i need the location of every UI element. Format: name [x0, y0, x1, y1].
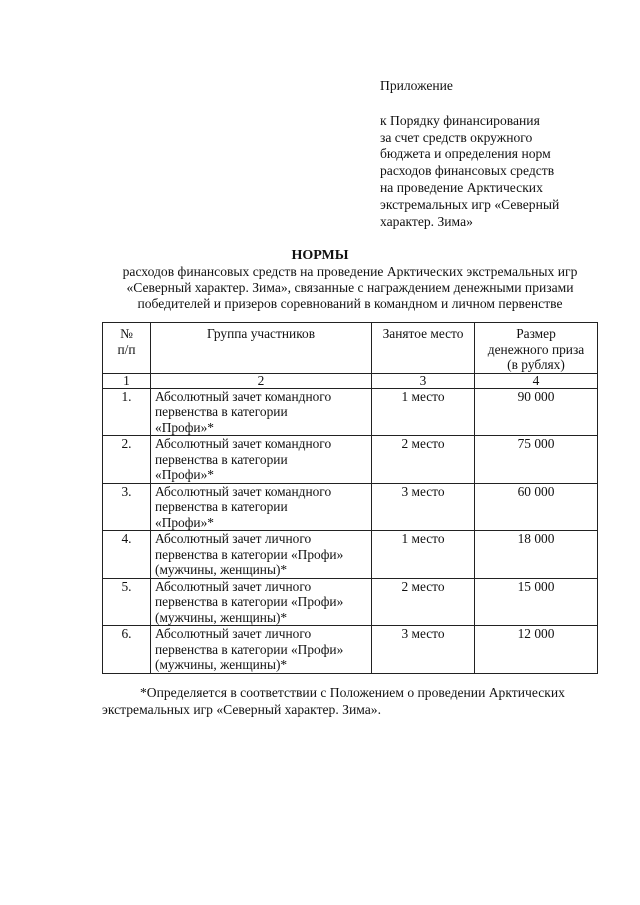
row-group-line: «Профи»* [155, 467, 214, 482]
row-group-line: Абсолютный зачет личного [155, 531, 312, 546]
table-row [103, 436, 598, 484]
row-group-line: первенства в категории [155, 499, 288, 514]
row-prize: 90 000 [475, 388, 598, 436]
appendix-line: за счет средств окружного [380, 129, 533, 145]
appendix-line: бюджета и определения норм [380, 146, 551, 162]
row-group [151, 436, 372, 484]
index-cell: 3 [372, 373, 475, 388]
table-row [103, 626, 598, 674]
row-group [151, 483, 372, 531]
norms-table [102, 322, 598, 674]
index-cell: 2 [151, 373, 372, 388]
header-num-line: № [120, 326, 133, 341]
document-subtitle [90, 264, 610, 312]
header-num [103, 323, 151, 374]
row-group [151, 578, 372, 626]
table-row [103, 578, 598, 626]
header-prize-line: (в рублях) [507, 357, 565, 372]
header-prize-line: денежного приза [487, 341, 585, 357]
subtitle-line: расходов финансовых средств на проведение Арктических экстремальных игр [122, 264, 578, 279]
footnote-line: экстремальных игр «Северный характер. Зима». [102, 702, 381, 717]
row-prize: 12 000 [475, 626, 598, 674]
row-group-line: первенства в категории [155, 451, 288, 467]
footnote-line: *Определяется в соответствии с Положением о проведении Арктических [140, 685, 565, 700]
header-prize-line: Размер [516, 326, 556, 341]
table-row [103, 531, 598, 579]
row-group-line: Абсолютный зачет личного [155, 578, 312, 594]
row-prize: 60 000 [475, 483, 598, 531]
row-group-line: первенства в категории «Профи» [155, 594, 344, 609]
row-group-line: Абсолютный зачет командного [155, 388, 332, 404]
row-group-line: Абсолютный зачет командного [155, 436, 332, 451]
appendix-line: на проведение Арктических [380, 179, 543, 195]
row-number: 6. [103, 626, 151, 674]
subtitle-line: «Северный характер. Зима», связанные с награждением денежными призами [126, 280, 574, 295]
row-number: 4. [103, 531, 151, 579]
row-prize: 18 000 [475, 531, 598, 579]
row-group-line: первенства в категории «Профи» [155, 546, 344, 562]
row-place: 2 место [372, 436, 475, 484]
row-group-line: первенства в категории «Профи» [155, 641, 344, 657]
row-place: 1 место [372, 388, 475, 436]
row-group-line: «Профи»* [155, 514, 214, 530]
row-place: 3 место [372, 626, 475, 674]
appendix-line: к Порядку финансирования [380, 112, 540, 128]
row-group-line: первенства в категории [155, 404, 288, 419]
index-cell: 4 [475, 373, 598, 388]
appendix-line: экстремальных игр «Северный [380, 196, 560, 212]
index-cell: 1 [103, 373, 151, 388]
appendix-line: расходов финансовых средств [380, 163, 555, 179]
row-place: 1 место [372, 531, 475, 579]
row-prize: 75 000 [475, 436, 598, 484]
footnote [102, 684, 602, 718]
appendix-line: характер. Зима» [380, 213, 473, 229]
row-group-line: (мужчины, женщины)* [155, 562, 288, 577]
row-group [151, 388, 372, 436]
row-group-line: (мужчины, женщины)* [155, 657, 288, 672]
row-group-line: (мужчины, женщины)* [155, 609, 288, 625]
row-place: 3 место [372, 483, 475, 531]
row-number: 5. [103, 578, 151, 626]
row-group-line: Абсолютный зачет командного [155, 483, 332, 499]
row-group-line: Абсолютный зачет личного [155, 626, 312, 641]
row-group [151, 531, 372, 579]
header-group: Группа участников [151, 323, 372, 374]
row-number: 2. [103, 436, 151, 484]
appendix-block [380, 78, 559, 230]
row-number: 1. [103, 388, 151, 436]
table-row [103, 388, 598, 436]
header-place: Занятое место [372, 323, 475, 374]
row-group-line: «Профи»* [155, 419, 214, 435]
table-index-row [103, 373, 598, 388]
row-place: 2 место [372, 578, 475, 626]
appendix-heading: Приложение [380, 78, 453, 93]
subtitle-line: победителей и призеров соревнований в командном и личном первенстве [137, 296, 563, 311]
row-number: 3. [103, 483, 151, 531]
header-prize [475, 323, 598, 374]
header-num-line: п/п [117, 341, 136, 357]
table-header-row [103, 323, 598, 374]
row-group [151, 626, 372, 674]
table-row [103, 483, 598, 531]
row-prize: 15 000 [475, 578, 598, 626]
document-title: НОРМЫ [291, 248, 349, 263]
